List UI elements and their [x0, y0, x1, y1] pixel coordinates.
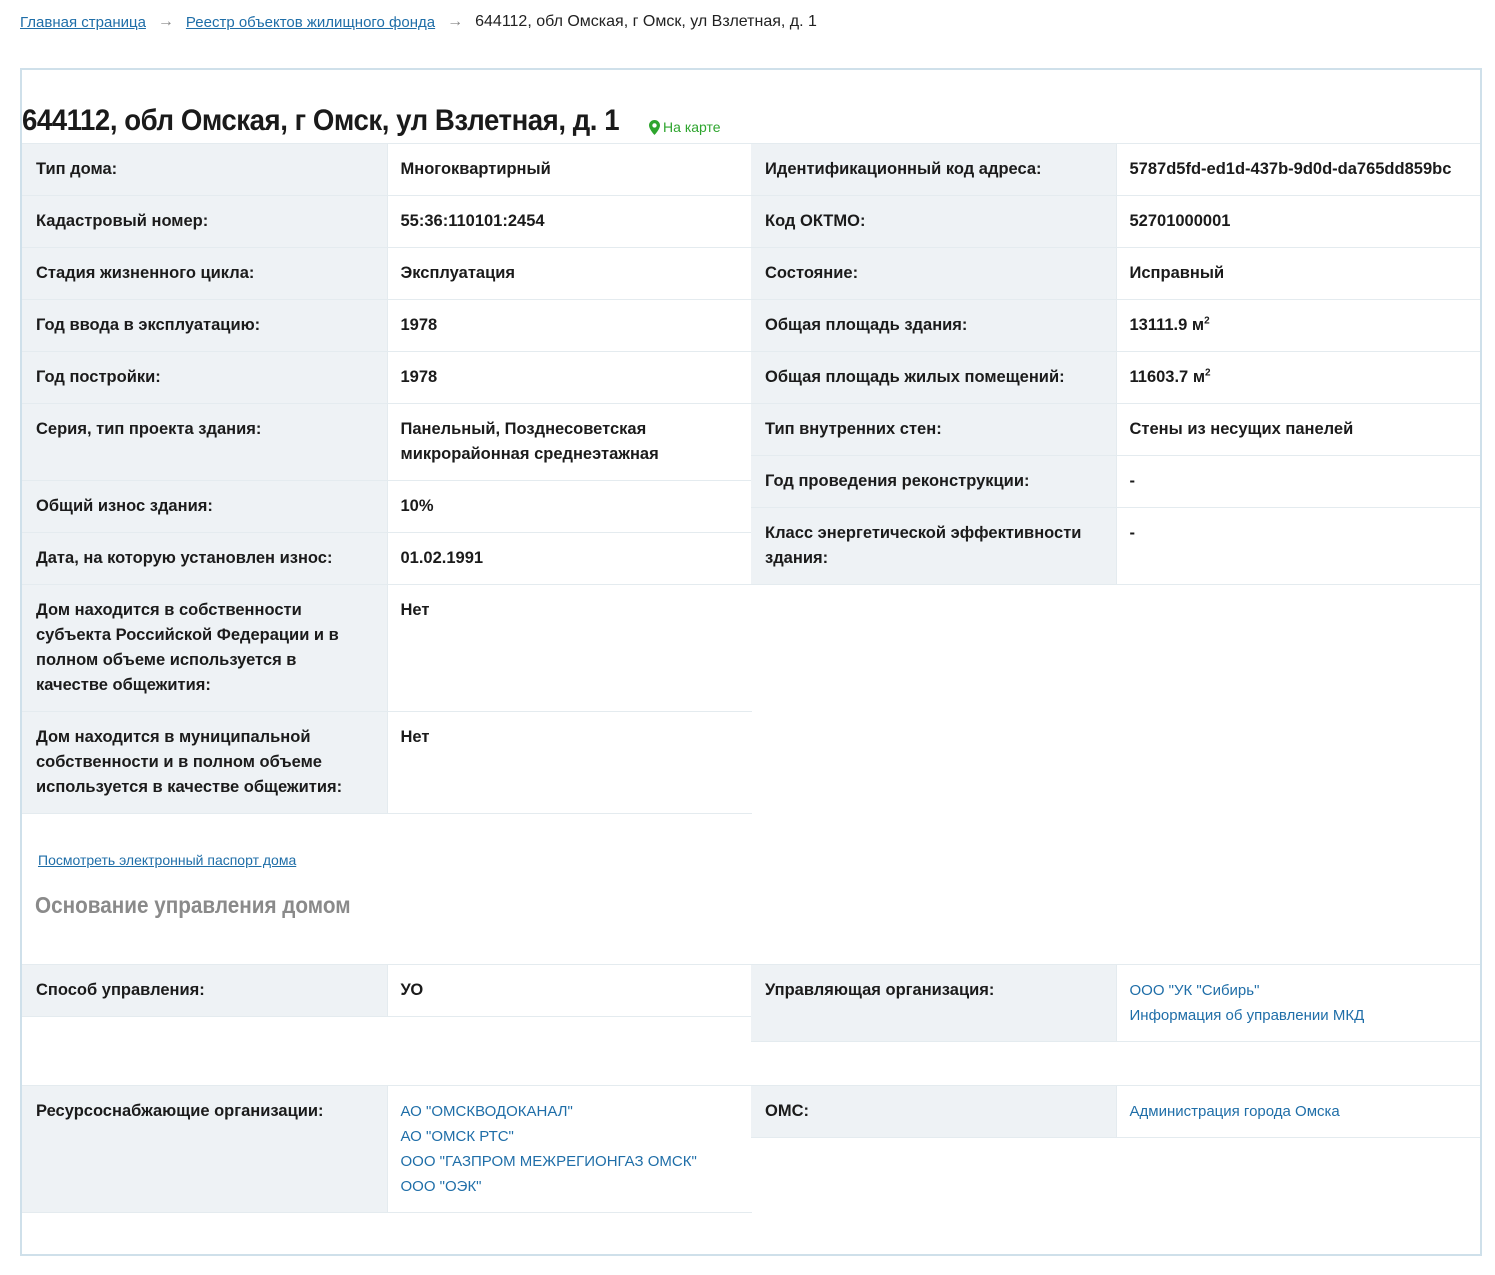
field-value-text: 1978: [400, 316, 438, 334]
field-label: Год ввода в эксплуатацию:: [22, 300, 387, 352]
field-label: Год постройки:: [22, 352, 387, 404]
resources-label: Ресурсоснабжающие организации:: [22, 1086, 387, 1213]
management-method-table: [22, 964, 752, 1017]
table-row: [751, 508, 1480, 585]
field-label: Год проведения реконструкции:: [751, 456, 1116, 508]
management-org-table: [751, 964, 1480, 1042]
field-value-text: Нет: [400, 601, 430, 619]
map-pin-icon: [649, 120, 660, 135]
unit-superscript: 2: [1205, 367, 1211, 379]
field-value-text: 55:36:110101:2454: [400, 212, 545, 230]
table-row: [22, 144, 752, 196]
management-org-label: Управляющая организация:: [751, 965, 1116, 1042]
field-value: [387, 352, 752, 404]
table-row: [22, 248, 752, 300]
field-label: Дом находится в муниципальной собственности и в полном объеме используется в качестве общежития:: [22, 712, 387, 814]
map-link-label: На карте: [663, 119, 721, 135]
resources-links: [387, 1086, 752, 1213]
table-row: [22, 965, 752, 1017]
breadcrumb-current: 644112, обл Омская, г Омск, ул Взлетная, д. 1: [475, 13, 817, 30]
table-row: [751, 248, 1480, 300]
field-value: [387, 404, 752, 481]
field-value: [1116, 352, 1480, 404]
field-value-text: Многоквартирный: [400, 160, 551, 178]
field-value-text: -: [1129, 524, 1135, 542]
field-label: Общая площадь здания:: [751, 300, 1116, 352]
field-value-text: Исправный: [1129, 264, 1225, 282]
table-row: [22, 481, 752, 533]
breadcrumb: [20, 10, 817, 34]
table-row: [751, 352, 1480, 404]
field-label: Тип внутренних стен:: [751, 404, 1116, 456]
table-row: [751, 1086, 1480, 1138]
table-row: [22, 1086, 752, 1213]
page-title: 644112, обл Омская, г Омск, ул Взлетная, д. 1: [22, 104, 620, 137]
table-row: [22, 404, 752, 481]
title-row: [22, 94, 721, 138]
field-value-text: 10%: [400, 497, 434, 515]
table-row: [751, 300, 1480, 352]
resources-table: [22, 1085, 752, 1213]
management-section-title: Основание управления домом: [35, 892, 351, 918]
table-row: [22, 533, 752, 585]
management-info-link[interactable]: Информация об управлении МКД: [1129, 1007, 1365, 1024]
field-value: [387, 585, 752, 712]
field-label: Общий износ здания:: [22, 481, 387, 533]
field-value-text: Стены из несущих панелей: [1129, 420, 1354, 438]
resource-org-link[interactable]: ООО "ОЭК": [400, 1178, 482, 1195]
map-link[interactable]: [649, 119, 721, 135]
field-value-text: Нет: [400, 728, 430, 746]
management-method-value: УО: [387, 965, 752, 1017]
breadcrumb-arrow-icon: →: [157, 13, 174, 30]
table-row: [22, 196, 752, 248]
table-row: [22, 300, 752, 352]
breadcrumb-home-link[interactable]: Главная страница: [20, 13, 146, 31]
management-org-link[interactable]: ООО "УК "Сибирь": [1129, 982, 1260, 999]
house-info-table-left: [22, 143, 752, 814]
field-value: [387, 533, 752, 585]
oms-table: [751, 1085, 1480, 1138]
field-value-text: Эксплуатация: [400, 264, 515, 282]
table-row: [751, 196, 1480, 248]
field-value: [1116, 404, 1480, 456]
table-row: [751, 456, 1480, 508]
field-value-text: 11603.7 м: [1129, 368, 1206, 386]
table-row: [751, 404, 1480, 456]
management-org-links: [1116, 965, 1480, 1042]
table-row: [22, 712, 752, 814]
oms-link[interactable]: Администрация города Омска: [1129, 1103, 1340, 1120]
field-value: [387, 144, 752, 196]
field-label: Дата, на которую установлен износ:: [22, 533, 387, 585]
field-value: [387, 196, 752, 248]
breadcrumb-arrow-icon: →: [447, 13, 464, 30]
breadcrumb-registry-link[interactable]: Реестр объектов жилищного фонда: [185, 13, 436, 31]
resource-org-link[interactable]: АО "ОМСК РТС": [400, 1128, 514, 1145]
field-value: [1116, 196, 1480, 248]
table-row: [22, 585, 752, 712]
field-label: Кадастровый номер:: [22, 196, 387, 248]
field-value: [387, 248, 752, 300]
field-value: [387, 712, 752, 814]
field-label: Класс энергетической эффективности здания:: [751, 508, 1116, 585]
field-label: Серия, тип проекта здания:: [22, 404, 387, 481]
field-value-text: 01.02.1991: [400, 549, 484, 567]
field-label: Дом находится в собственности субъекта Российской Федерации и в полном объеме используется в качестве общежития:: [22, 585, 387, 712]
field-value: [1116, 248, 1480, 300]
oms-label: ОМС:: [751, 1086, 1116, 1138]
oms-links: [1116, 1086, 1480, 1138]
field-label: Код ОКТМО:: [751, 196, 1116, 248]
field-label: Идентификационный код адреса:: [751, 144, 1116, 196]
field-value-text: 13111.9 м: [1129, 316, 1205, 334]
field-value: [1116, 144, 1480, 196]
field-value: [387, 481, 752, 533]
management-method-label: Способ управления:: [22, 965, 387, 1017]
field-value-text: Панельный, Позднесоветская микрорайонная среднеэтажная: [400, 420, 659, 463]
field-label: Общая площадь жилых помещений:: [751, 352, 1116, 404]
house-info-table-right: [751, 143, 1480, 585]
table-row: [751, 144, 1480, 196]
field-value: [1116, 456, 1480, 508]
resource-org-link[interactable]: АО "ОМСКВОДОКАНАЛ": [400, 1103, 573, 1120]
field-label: Тип дома:: [22, 144, 387, 196]
field-value-text: -: [1129, 472, 1135, 490]
table-row: [22, 352, 752, 404]
electronic-passport-link[interactable]: Посмотреть электронный паспорт дома: [38, 852, 297, 868]
field-value-text: 5787d5fd-ed1d-437b-9d0d-da765dd859bc: [1129, 160, 1452, 178]
table-row: [751, 965, 1480, 1042]
field-label: Состояние:: [751, 248, 1116, 300]
field-value: [387, 300, 752, 352]
house-card: [20, 68, 1482, 1256]
field-value-text: 1978: [400, 368, 438, 386]
resource-org-link[interactable]: ООО "ГАЗПРОМ МЕЖРЕГИОНГАЗ ОМСК": [400, 1153, 697, 1170]
field-value: [1116, 508, 1480, 585]
field-value: [1116, 300, 1480, 352]
unit-superscript: 2: [1204, 315, 1210, 327]
field-label: Стадия жизненного цикла:: [22, 248, 387, 300]
field-value-text: 52701000001: [1129, 212, 1231, 230]
